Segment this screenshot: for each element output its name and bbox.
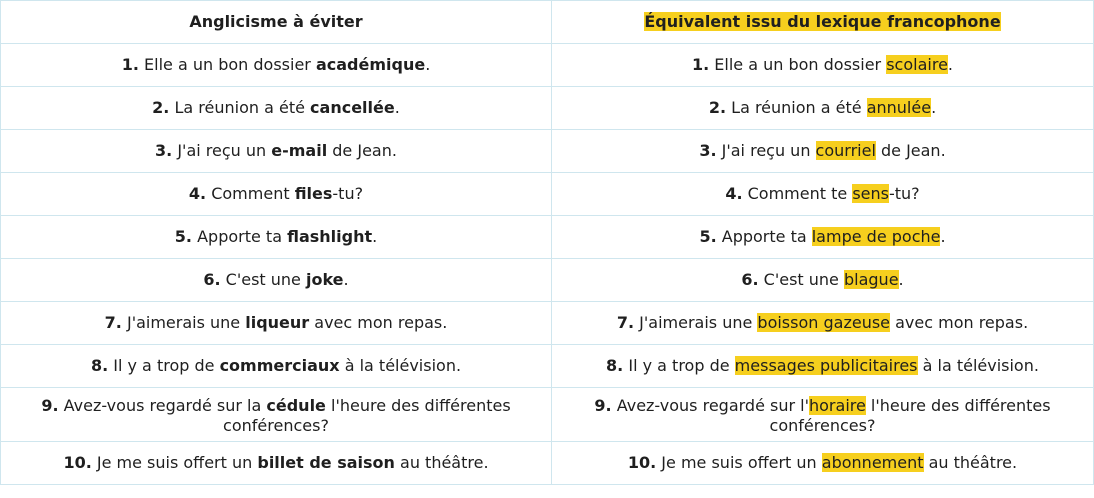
item-number: 3. [699,141,717,160]
equivalent-cell [552,259,1094,302]
item-number: 5. [699,227,717,246]
sentence-text: C'est une [758,270,844,289]
sentence-text: Apporte ta [716,227,812,246]
header-equivalent [552,1,1094,44]
equivalent-word: sens [852,184,889,203]
header-anglicism-label: Anglicisme à éviter [189,12,363,31]
header-row [1,1,1094,44]
anglicism-cell [1,302,552,345]
equivalent-cell [552,87,1094,130]
sentence-text: au théâtre. [394,453,489,472]
sentence-text: Comment [206,184,295,203]
sentence-text: . [940,227,946,246]
item-number: 6. [741,270,759,289]
table-row [1,216,1094,259]
table-row [1,345,1094,388]
anglicism-word: commerciaux [219,356,340,375]
sentence-text: à la télévision. [339,356,462,375]
anglicism-cell [1,442,552,485]
item-number: 2. [152,98,170,117]
anglicism-word: joke [305,270,344,289]
equivalent-word: horaire [809,395,866,415]
table-row [1,302,1094,345]
sentence-text: l'heure des différentes conférences? [223,395,511,435]
item-number: 8. [90,356,109,375]
equivalent-cell [552,216,1094,259]
sentence-text: l'heure des différentes conférences? [769,395,1051,435]
equivalent-cell [552,442,1094,485]
sentence-text: . [394,98,400,117]
item-number: 10. [627,453,657,472]
equivalent-cell [552,345,1094,388]
table-row [1,173,1094,216]
anglicism-cell [1,345,552,388]
sentence-text: . [425,55,431,74]
equivalent-word: messages publicitaires [734,356,918,375]
anglicism-word: académique [315,55,426,74]
equivalent-word: abonnement [821,453,924,472]
table-row [1,130,1094,173]
sentence-text: La réunion a été [169,98,311,117]
sentence-text: à la télévision. [917,356,1039,375]
table-row [1,442,1094,485]
item-number: 1. [691,55,710,74]
anglicism-cell [1,216,552,259]
equivalent-cell [552,302,1094,345]
sentence-text: Je me suis offert un [91,453,258,472]
sentence-text: Elle a un bon dossier [709,55,887,74]
equivalent-word: boisson gazeuse [757,313,891,332]
sentence-text: J'aimerais une [634,313,758,332]
anglicism-word: cancellée [310,98,395,117]
item-number: 9. [594,395,612,415]
equivalent-cell [552,130,1094,173]
item-number: 3. [155,141,173,160]
anglicism-cell [1,173,552,216]
item-number: 1. [121,55,139,74]
sentence-text: Avez-vous regardé sur l' [611,395,809,415]
sentence-text: C'est une [220,270,306,289]
item-number: 7. [104,313,122,332]
table-row [1,259,1094,302]
sentence-text: -tu? [888,184,920,203]
sentence-text: . [931,98,937,117]
sentence-text: au théâtre. [923,453,1018,472]
sentence-text: . [898,270,904,289]
item-number: 6. [203,270,221,289]
header-anglicism [1,1,552,44]
table-row [1,87,1094,130]
sentence-text: . [343,270,349,289]
sentence-text: Je me suis offert un [656,453,822,472]
equivalent-word: courriel [815,141,876,160]
sentence-text: J'aimerais une [121,313,246,332]
sentence-text: . [372,227,378,246]
anglicism-cell [1,388,552,442]
item-number: 8. [606,356,624,375]
anglicism-word: liqueur [245,313,310,332]
anglicism-cell [1,130,552,173]
table-row [1,44,1094,87]
anglicism-word: billet de saison [257,453,395,472]
item-number: 4. [188,184,207,203]
header-equivalent-label: Équivalent issu du lexique francophone [644,12,1001,31]
anglicism-word: cédule [266,395,326,415]
anglicism-cell [1,87,552,130]
item-number: 10. [63,453,92,472]
item-number: 2. [708,98,727,117]
anglicism-word: files [294,184,333,203]
sentence-text: Il y a trop de [108,356,220,375]
sentence-text: Elle a un bon dossier [138,55,316,74]
sentence-text: Avez-vous regardé sur la [58,395,267,415]
sentence-text: de Jean. [875,141,946,160]
item-number: 9. [41,395,59,415]
equivalent-cell [552,173,1094,216]
equivalent-cell [552,44,1094,87]
item-number: 5. [174,227,192,246]
item-number: 4. [725,184,743,203]
equivalent-word: lampe de poche [811,227,941,246]
anglicism-word: e-mail [271,141,328,160]
sentence-text: Il y a trop de [623,356,735,375]
table-row [1,388,1094,442]
equivalent-word: scolaire [886,55,948,74]
sentence-text: Comment te [742,184,853,203]
sentence-text: . [947,55,953,74]
sentence-text: La réunion a été [726,98,867,117]
sentence-text: avec mon repas. [890,313,1029,332]
anglicism-cell [1,259,552,302]
sentence-text: J'ai reçu un [716,141,816,160]
anglicism-cell [1,44,552,87]
sentence-text: de Jean. [327,141,397,160]
equivalent-word: blague [843,270,899,289]
sentence-text: Apporte ta [192,227,288,246]
sentence-text: avec mon repas. [309,313,448,332]
item-number: 7. [616,313,635,332]
sentence-text: -tu? [332,184,364,203]
equivalent-cell [552,388,1094,442]
equivalent-word: annulée [866,98,932,117]
sentence-text: J'ai reçu un [172,141,272,160]
anglicism-word: flashlight [287,227,373,246]
